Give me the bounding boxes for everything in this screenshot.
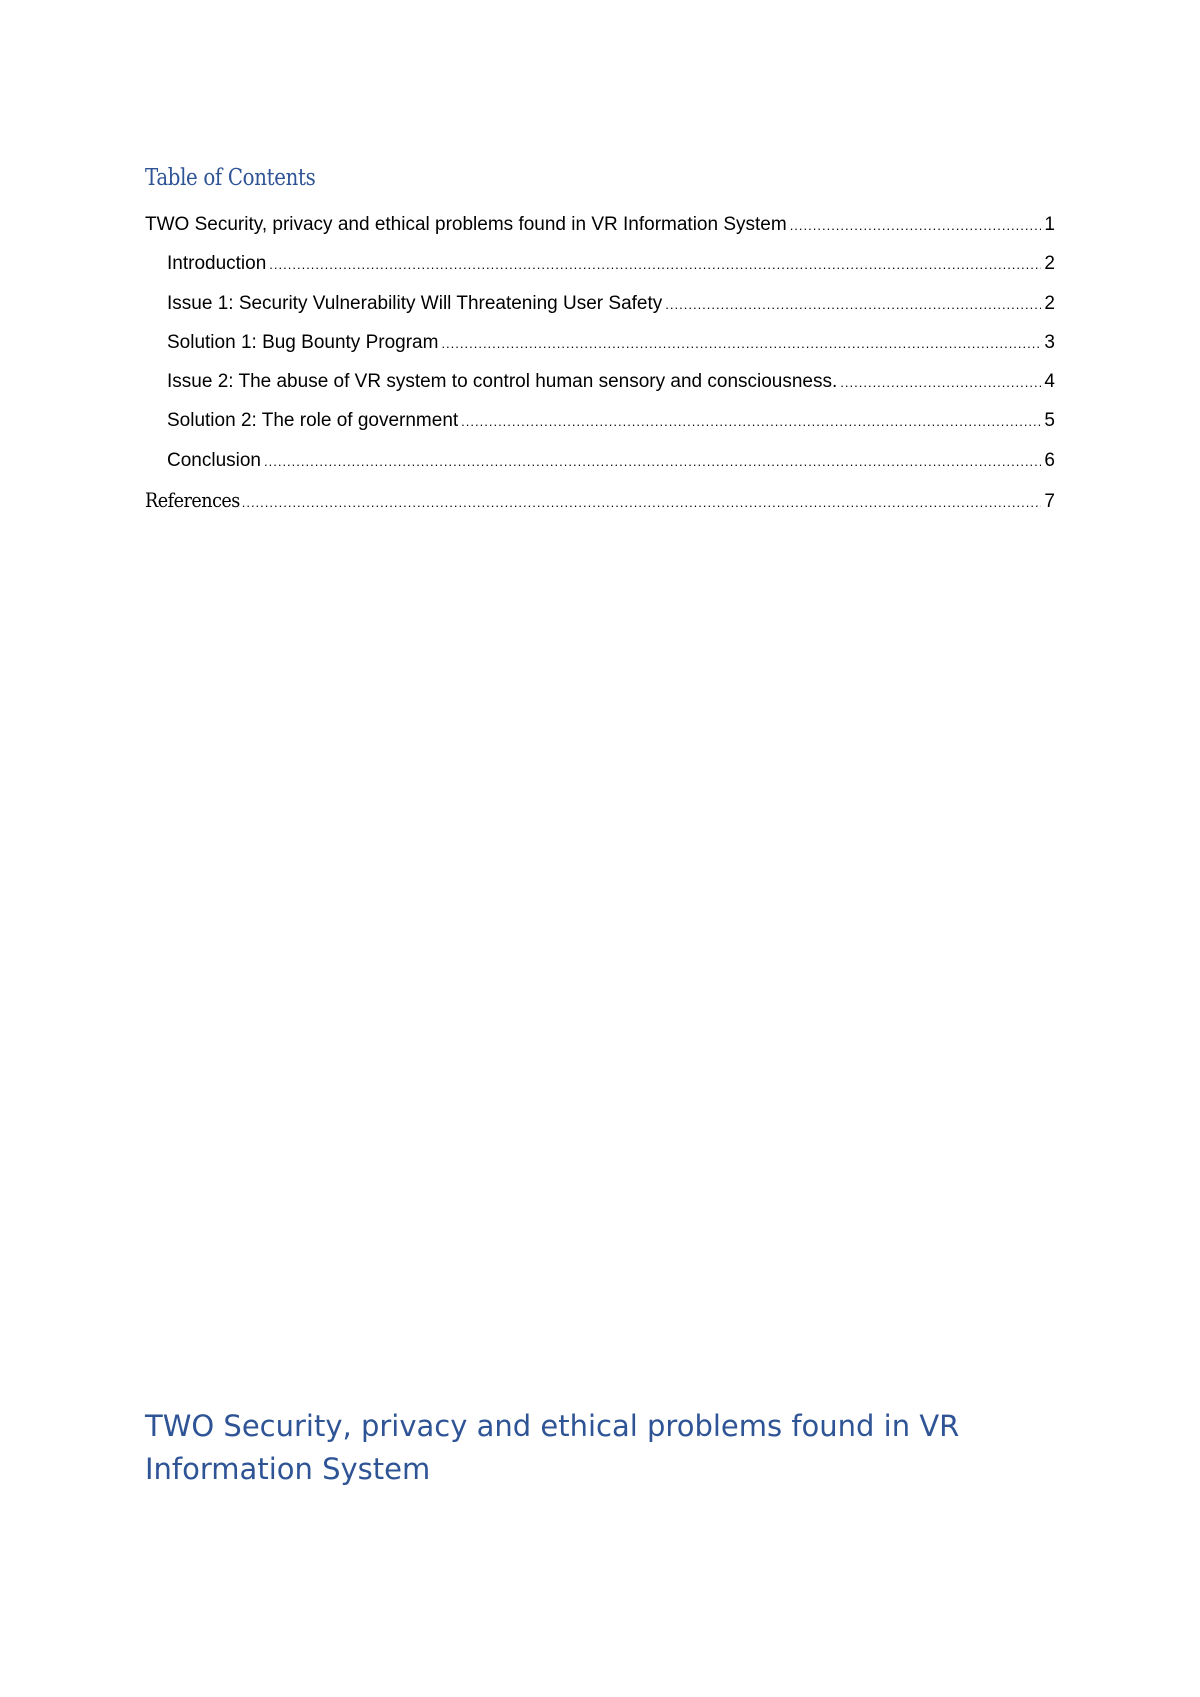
toc-page-number: 1 <box>1044 214 1055 235</box>
toc-page-number: 3 <box>1044 331 1055 353</box>
toc-page-number: 2 <box>1044 253 1055 275</box>
toc-entry-label: References <box>145 488 240 513</box>
toc-heading: Table of Contents <box>145 165 316 191</box>
toc-entry-label: Introduction <box>167 253 267 275</box>
toc-dot-leader <box>461 407 1041 437</box>
toc-entry-label: Issue 2: The abuse of VR system to control human sensory and consciousness. <box>167 371 838 393</box>
section-heading: TWO Security, privacy and ethical problems found in VR Information System <box>145 1409 960 1486</box>
toc-entry-solution-1[interactable] <box>145 328 1055 367</box>
toc-entry-introduction[interactable] <box>145 249 1055 288</box>
toc-entry-label: Solution 1: Bug Bounty Program <box>167 331 439 353</box>
toc-dot-leader <box>264 447 1041 477</box>
toc-dot-leader <box>665 290 1041 320</box>
toc-page-number: 4 <box>1044 371 1055 393</box>
toc-dot-leader <box>790 211 1042 241</box>
toc-entry-label: Conclusion <box>167 449 261 471</box>
toc-dot-leader <box>269 250 1041 280</box>
toc-entry-issue-1[interactable] <box>145 289 1055 328</box>
toc-entry-solution-2[interactable] <box>145 406 1055 445</box>
toc-dot-leader <box>840 368 1041 398</box>
toc-dot-leader <box>441 329 1041 359</box>
toc-page-number: 7 <box>1044 491 1055 513</box>
toc-entry-label: Solution 2: The role of government <box>167 410 459 432</box>
toc-entry-references[interactable] <box>145 485 1055 524</box>
toc-entry-main-title[interactable] <box>145 210 1055 249</box>
toc-page-number: 6 <box>1044 449 1055 471</box>
table-of-contents <box>145 210 1055 524</box>
toc-page-number: 2 <box>1044 292 1055 314</box>
toc-page-number: 5 <box>1044 410 1055 432</box>
toc-dot-leader <box>242 488 1042 518</box>
toc-entry-label: Issue 1: Security Vulnerability Will Threatening User Safety <box>167 292 663 314</box>
toc-entry-label: TWO Security, privacy and ethical problems found in VR Information System <box>145 214 787 235</box>
toc-entry-issue-2[interactable] <box>145 367 1055 406</box>
toc-entry-conclusion[interactable] <box>145 446 1055 485</box>
